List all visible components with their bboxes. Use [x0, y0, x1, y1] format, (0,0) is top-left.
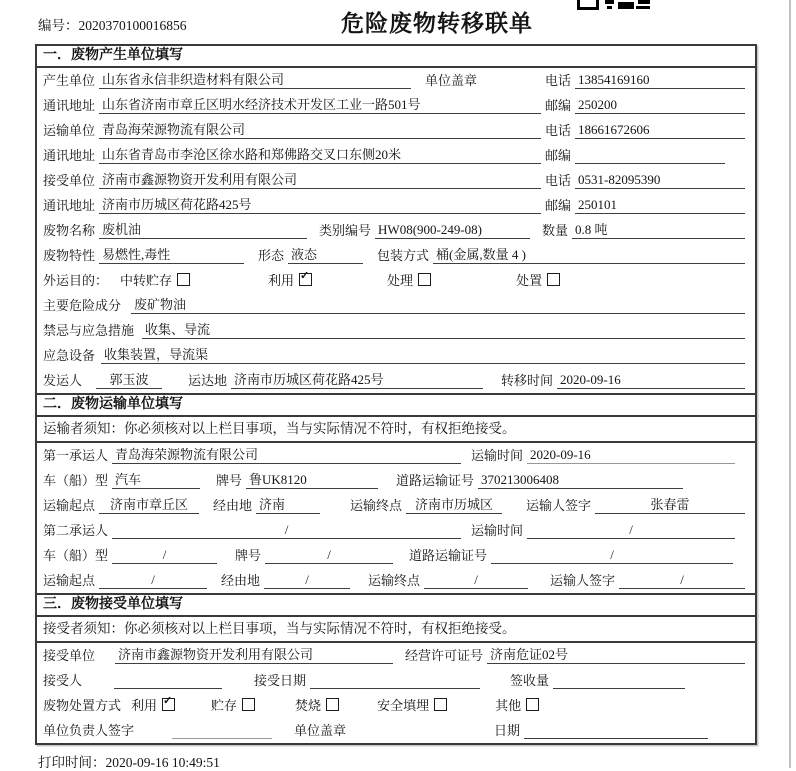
carrier2-value: /	[112, 522, 461, 539]
option-label: 其他	[495, 698, 522, 713]
option-label: 焚烧	[295, 698, 322, 713]
plate-label: 牌号	[235, 548, 262, 563]
carrier1-value: 青岛海荣源物流有限公司	[112, 447, 461, 464]
equipment-label: 应急设备	[43, 348, 96, 363]
form-value: 液态	[288, 247, 363, 264]
hazard-label: 主要危险成分	[43, 298, 122, 313]
plate-label: 牌号	[216, 473, 243, 488]
dispatch-row	[37, 368, 755, 393]
vehicle-type-label: 车（船）型	[43, 473, 109, 488]
receiver-address-row	[37, 193, 755, 218]
carrier-sign-label: 运输人签字	[526, 498, 592, 513]
route-via-value: 济南	[256, 497, 320, 514]
checkbox-unchecked-icon	[326, 698, 339, 711]
waste-traits-label: 废物特性	[43, 248, 96, 263]
receiver-zip-value: 250101	[575, 197, 745, 214]
license-label: 经营许可证号	[405, 648, 484, 663]
route-via-label: 经由地	[221, 573, 261, 588]
vehicle1-row	[37, 468, 755, 493]
receiving-unit-label: 接受单位	[43, 648, 96, 663]
transporter-row	[37, 118, 755, 143]
page-right-edge	[789, 0, 791, 768]
document-serial: 编号：2020370100016856	[38, 18, 187, 33]
plate2-value: /	[265, 547, 393, 564]
route-start-label: 运输起点	[43, 573, 96, 588]
hazard-row	[37, 293, 755, 318]
transport-time2-value: /	[527, 522, 735, 539]
receiver-row	[37, 168, 755, 193]
form-label: 形态	[258, 248, 285, 263]
route-start2-value: /	[99, 572, 207, 589]
address-label: 通讯地址	[43, 148, 96, 163]
vehicle-type-label: 车（船）型	[43, 548, 109, 563]
date-value	[524, 723, 708, 739]
transfer-time-value: 2020-09-16	[557, 372, 745, 389]
disposal-option-incinerate	[295, 698, 339, 714]
address-label: 通讯地址	[43, 198, 96, 213]
print-time: 打印时间：2020-09-16 10:49:51	[38, 755, 220, 770]
vehicle-type-value: 汽车	[112, 472, 200, 489]
producer-row	[37, 68, 755, 93]
transporter-address-value: 山东省青岛市李沧区徐水路和郑佛路交叉口东侧20米	[99, 147, 541, 164]
zip-label: 邮编	[544, 198, 571, 213]
checkbox-checked-icon	[299, 270, 312, 286]
category-code-label: 类别编号	[319, 223, 372, 238]
section-receiver	[37, 593, 755, 743]
responsible-sign-row	[37, 718, 755, 743]
producer-label: 产生单位	[43, 73, 96, 88]
responsible-sign-value	[172, 723, 272, 739]
plate-value: 鲁UK8120	[246, 472, 378, 489]
responsible-sign-label: 单位负责人签字	[43, 723, 135, 738]
route-start-label: 运输起点	[43, 498, 96, 513]
purpose-row	[37, 268, 755, 293]
receiver-person-label: 接受人	[43, 673, 83, 688]
equipment-value: 收集装置，导流渠	[101, 347, 745, 364]
producer-address-value: 山东省济南市章丘区明水经济技术开发区工业一路501号	[99, 97, 541, 114]
route-end2-value: /	[424, 572, 528, 589]
sender-label: 发运人	[43, 373, 83, 388]
transporter-notice: 运输者须知：你必须核对以上栏目事项，当与实际情况不符时，有权拒绝接受。	[37, 417, 755, 443]
road-permit-value: 370213006408	[478, 472, 683, 489]
quantity-label: 数量	[542, 223, 569, 238]
unit-seal-label: 单位盖章	[424, 73, 477, 88]
checkbox-checked-icon	[162, 695, 175, 711]
route-end-value: 济南市历城区	[406, 497, 502, 514]
receiver-notice: 接受者须知：你必须核对以上栏目事项，当与实际情况不符时，有权拒绝接受。	[37, 617, 755, 643]
category-code-value: HW08(900-249-08)	[375, 222, 530, 239]
carrier-sign2-value: /	[619, 572, 745, 589]
option-label: 利用	[131, 698, 158, 713]
disposal-option-storage	[211, 698, 255, 714]
zip-label: 邮编	[544, 148, 571, 163]
option-label: 中转贮存	[120, 273, 173, 288]
checkbox-unchecked-icon	[177, 273, 190, 286]
taboo-row	[37, 318, 755, 343]
receipt-date-label: 接受日期	[254, 673, 307, 688]
checkbox-unchecked-icon	[434, 698, 447, 711]
address-label: 通讯地址	[43, 98, 96, 113]
purpose-option-utilize	[268, 270, 312, 289]
quantity-value: 0.8 吨	[572, 222, 745, 239]
route1-row	[37, 493, 755, 518]
receiver-person-value	[114, 673, 222, 689]
equipment-row	[37, 343, 755, 368]
zip-label: 邮编	[544, 98, 571, 113]
carrier2-label: 第二承运人	[43, 523, 109, 538]
route-via2-value: /	[264, 572, 350, 589]
road-permit2-value: /	[491, 547, 733, 564]
purpose-label: 外运目的：	[43, 273, 109, 288]
producer-phone-value: 13854169160	[575, 72, 745, 89]
destination-value: 济南市历城区荷花路425号	[231, 372, 483, 389]
option-label: 利用	[268, 273, 295, 288]
page-title: 危险废物转移联单	[341, 11, 533, 36]
producer-value: 山东省永信非织造材料有限公司	[99, 72, 411, 89]
route-start-value: 济南市章丘区	[99, 497, 199, 514]
disposal-option-landfill	[377, 698, 447, 714]
disposal-label: 废物处置方式	[43, 698, 122, 713]
destination-label: 运达地	[188, 373, 228, 388]
qr-finder-block	[577, 0, 599, 10]
checkbox-unchecked-icon	[418, 273, 431, 286]
option-label: 处置	[516, 273, 543, 288]
producer-zip-value: 250200	[575, 97, 745, 114]
received-amount-label: 签收量	[510, 673, 550, 688]
section2-title: 二．废物运输单位填写	[37, 393, 755, 417]
waste-name-row	[37, 218, 755, 243]
route-end-label: 运输终点	[368, 573, 421, 588]
route-end-label: 运输终点	[350, 498, 403, 513]
carrier2-row	[37, 518, 755, 543]
transport-time-value: 2020-09-16	[527, 447, 735, 464]
transporter-value: 青岛海荣源物流有限公司	[99, 122, 541, 139]
unit-seal-label: 单位盖章	[294, 723, 347, 738]
receipt-row	[37, 668, 755, 693]
disposal-option-utilize	[131, 695, 175, 714]
vehicle-type2-value: /	[112, 547, 217, 564]
purpose-option-dispose	[516, 273, 560, 289]
phone-label: 电话	[544, 173, 571, 188]
receiver-value: 济南市鑫源物资开发利用有限公司	[99, 172, 541, 189]
receiver-address-value: 济南市历城区荷花路425号	[99, 197, 541, 214]
receipt-date-value	[310, 673, 480, 689]
hazard-value: 废矿物油	[131, 297, 745, 314]
packing-value: 桶(金属,数量 4 )	[433, 247, 745, 264]
option-label: 贮存	[211, 698, 238, 713]
carrier1-row	[37, 443, 755, 468]
section-producer	[37, 46, 755, 393]
route-via-label: 经由地	[213, 498, 253, 513]
section1-title: 一．废物产生单位填写	[37, 46, 755, 68]
received-amount-value	[553, 673, 685, 689]
road-permit-label: 道路运输证号	[396, 473, 475, 488]
receiving-unit-row	[37, 643, 755, 668]
road-permit-label: 道路运输证号	[409, 548, 488, 563]
waste-traits-value: 易燃性,毒性	[99, 247, 244, 264]
transport-time-label: 运输时间	[470, 523, 523, 538]
waste-name-label: 废物名称	[43, 223, 96, 238]
transporter-zip-value	[575, 148, 725, 164]
section-transport	[37, 393, 755, 593]
check-mark: ✓	[300, 270, 310, 282]
checkbox-unchecked-icon	[547, 273, 560, 286]
option-label: 处理	[387, 273, 414, 288]
check-mark: ✓	[163, 695, 173, 707]
section3-title: 三．废物接受单位填写	[37, 593, 755, 617]
sender-value: 郭玉波	[96, 372, 162, 389]
producer-address-row	[37, 93, 755, 118]
phone-label: 电话	[544, 73, 571, 88]
purpose-option-storage	[120, 273, 190, 289]
checkbox-unchecked-icon	[242, 698, 255, 711]
license-value: 济南危证02号	[487, 647, 745, 664]
waste-name-value: 废机油	[99, 222, 307, 239]
disposal-row	[37, 693, 755, 718]
receiver-phone-value: 0531-82095390	[575, 172, 745, 189]
packing-label: 包装方式	[377, 248, 430, 263]
phone-label: 电话	[544, 123, 571, 138]
manifest-form	[35, 44, 757, 745]
route2-row	[37, 568, 755, 593]
taboo-label: 禁忌与应急措施	[43, 323, 135, 338]
option-label: 安全填埋	[377, 698, 430, 713]
qr-code-fragment-icon	[577, 0, 653, 10]
purpose-option-treat	[387, 273, 431, 289]
receiving-unit-value: 济南市鑫源物资开发利用有限公司	[115, 647, 393, 664]
date-label: 日期	[494, 723, 521, 738]
receiver-label: 接受单位	[43, 173, 96, 188]
checkbox-unchecked-icon	[526, 698, 539, 711]
disposal-option-other	[495, 698, 539, 714]
waste-traits-row	[37, 243, 755, 268]
carrier-sign-label: 运输人签字	[550, 573, 616, 588]
carrier1-label: 第一承运人	[43, 448, 109, 463]
transport-time-label: 运输时间	[470, 448, 523, 463]
transporter-address-row	[37, 143, 755, 168]
taboo-value: 收集、导流	[142, 322, 745, 339]
vehicle2-row	[37, 543, 755, 568]
carrier-sign-value: 张春雷	[595, 497, 745, 514]
transporter-label: 运输单位	[43, 123, 96, 138]
transfer-time-label: 转移时间	[501, 373, 554, 388]
transporter-phone-value: 18661672606	[575, 122, 745, 139]
